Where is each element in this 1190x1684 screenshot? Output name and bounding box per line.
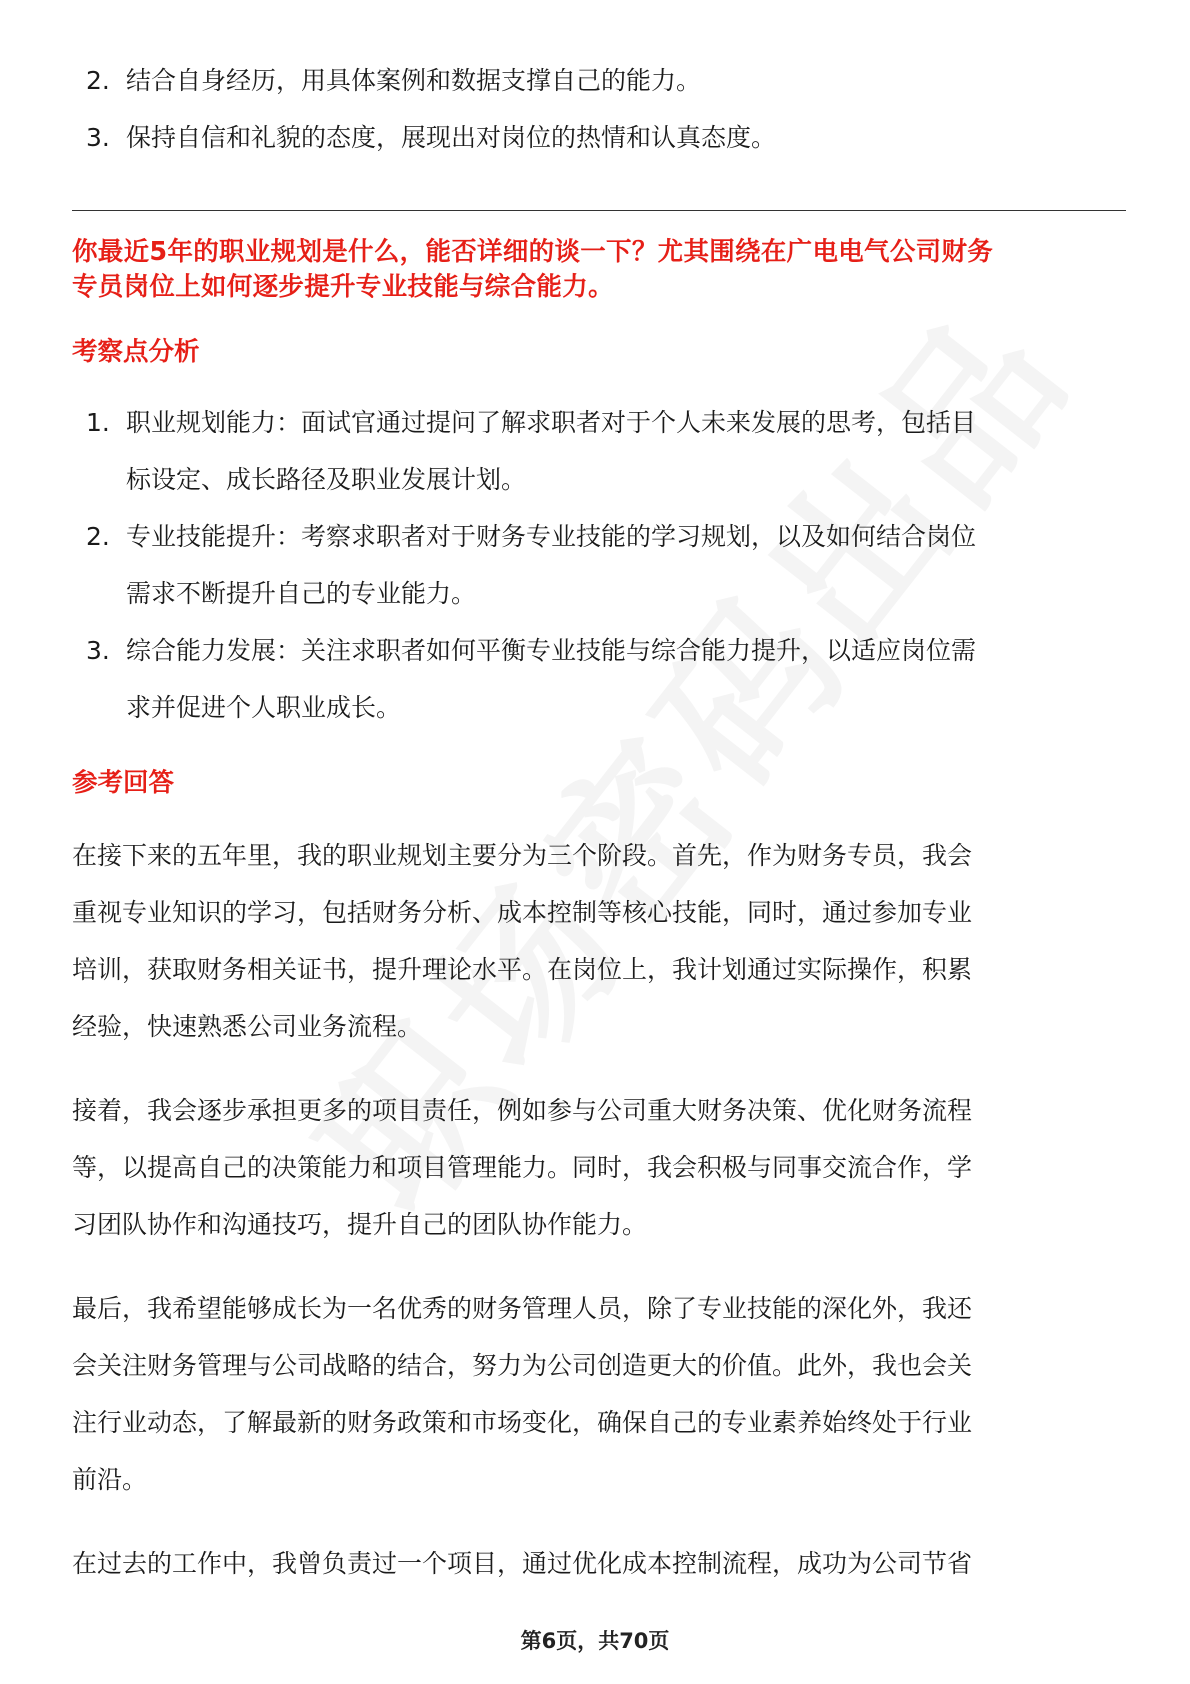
paragraph-line: 经验，快速熟悉公司业务流程。	[72, 1012, 423, 1041]
list-item-line: 需求不断提升自己的专业能力。	[126, 579, 477, 608]
list-item-line: 综合能力发展：关注求职者如何平衡专业技能与综合能力提升，以适应岗位需	[126, 636, 977, 665]
question-line: 你最近5年的职业规划是什么，能否详细的谈一下？尤其围绕在广电电气公司财务	[72, 237, 994, 267]
paragraph-line: 会关注财务管理与公司战略的结合，努力为公司创造更大的价值。此外，我也会关	[72, 1351, 973, 1380]
list-item-line: 职业规划能力：面试官通过提问了解求职者对于个人未来发展的思考，包括目	[126, 408, 977, 437]
section-divider	[72, 210, 1126, 211]
paragraph-line: 最后，我希望能够成长为一名优秀的财务管理人员，除了专业技能的深化外，我还	[72, 1294, 973, 1323]
interview-question	[72, 235, 1126, 305]
list-item	[72, 394, 1126, 508]
paragraph-line: 等，以提高自己的决策能力和项目管理能力。同时，我会积极与同事交流合作，学	[72, 1153, 973, 1182]
answer-paragraph	[72, 1082, 1126, 1253]
paragraph-line: 接着，我会逐步承担更多的项目责任，例如参与公司重大财务决策、优化财务流程	[72, 1096, 973, 1125]
list-item-number: 3.	[86, 636, 110, 665]
list-item-number: 2.	[86, 66, 110, 95]
paragraph-line: 重视专业知识的学习，包括财务分析、成本控制等核心技能，同时，通过参加专业	[72, 898, 973, 927]
page-footer: 第6页，共70页	[520, 1629, 670, 1653]
paragraph-line: 前沿。	[72, 1465, 148, 1494]
list-item-number: 3.	[86, 123, 110, 152]
answer-paragraph	[72, 1535, 1126, 1592]
paragraph-line: 在接下来的五年里，我的职业规划主要分为三个阶段。首先，作为财务专员，我会	[72, 841, 973, 870]
question-line: 专员岗位上如何逐步提升专业技能与综合能力。	[72, 272, 614, 302]
paragraph-line: 注行业动态，了解最新的财务政策和市场变化，确保自己的专业素养始终处于行业	[72, 1408, 973, 1437]
list-item-line: 专业技能提升：考察求职者对于财务专业技能的学习规划，以及如何结合岗位	[126, 522, 977, 551]
answer-paragraph	[72, 1280, 1126, 1508]
paragraph-line: 在过去的工作中，我曾负责过一个项目，通过优化成本控制流程，成功为公司节省	[72, 1549, 973, 1578]
list-item	[72, 52, 1126, 109]
paragraph-line: 培训，获取财务相关证书，提升理论水平。在岗位上，我计划通过实际操作，积累	[72, 955, 973, 984]
list-item-text: 保持自信和礼貌的态度，展现出对岗位的热情和认真态度。	[126, 123, 777, 152]
list-item	[72, 622, 1126, 736]
analysis-list	[72, 394, 1126, 736]
list-item-text: 结合自身经历，用具体案例和数据支撑自己的能力。	[126, 66, 702, 95]
list-item-number: 1.	[86, 408, 110, 437]
list-item-number: 2.	[86, 522, 110, 551]
answer-body	[72, 827, 1126, 1592]
list-item	[72, 508, 1126, 622]
list-item-line: 标设定、成长路径及职业发展计划。	[126, 465, 527, 494]
document-page	[72, 0, 1126, 1592]
list-item	[72, 109, 1126, 166]
answer-paragraph	[72, 827, 1126, 1055]
answer-heading: 参考回答	[72, 768, 175, 798]
list-item-line: 求并促进个人职业成长。	[126, 693, 402, 722]
top-list	[72, 52, 1126, 166]
analysis-heading: 考察点分析	[72, 337, 200, 367]
paragraph-line: 习团队协作和沟通技巧，提升自己的团队协作能力。	[72, 1210, 648, 1239]
